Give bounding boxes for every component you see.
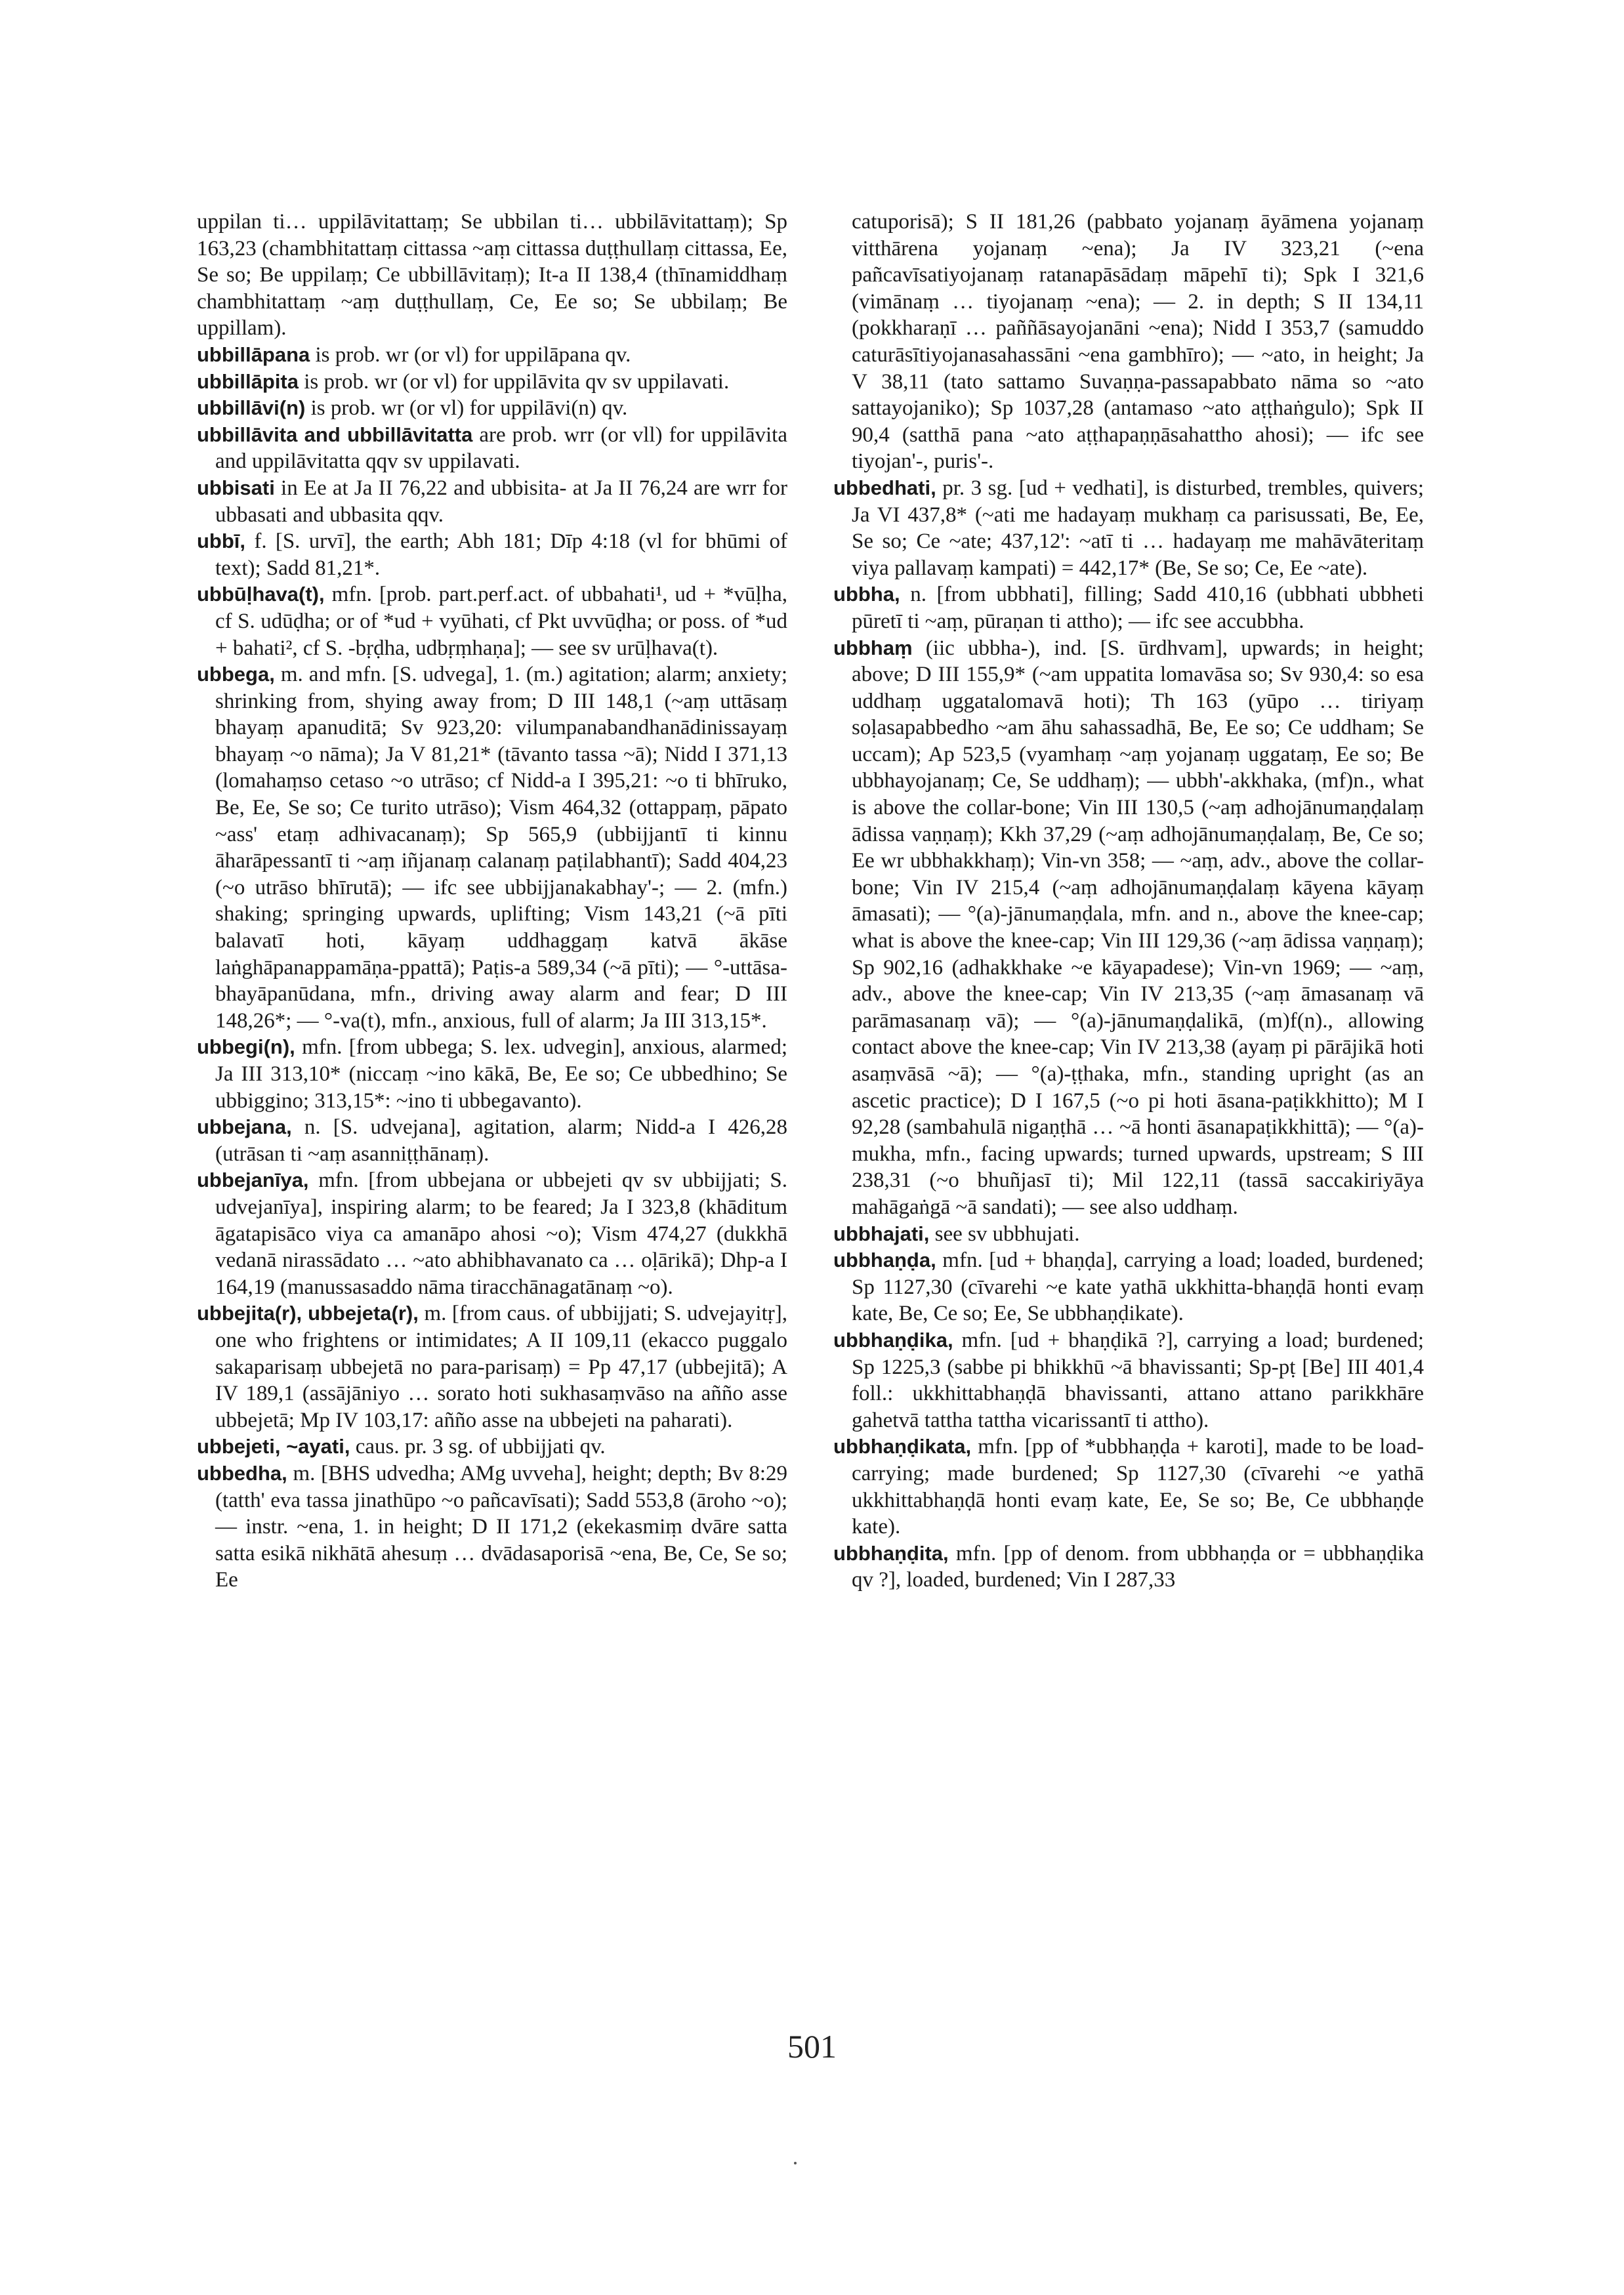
- dictionary-entry: [833, 1434, 1424, 1540]
- dictionary-entry: [197, 209, 787, 342]
- dictionary-entry: [197, 661, 787, 1034]
- dictionary-entry: [833, 1540, 1424, 1594]
- headword: ubbegi(n),: [197, 1035, 295, 1059]
- dictionary-entry: [833, 1247, 1424, 1327]
- dictionary-entry: [197, 1460, 787, 1594]
- entry-text: in Ee at Ja II 76,22 and ubbisita- at Ja II 76,24 are wrr for ubbasati and ubbasita qqv.: [215, 476, 788, 527]
- headword: ubbisati: [197, 476, 275, 499]
- entry-text: is prob. wr (or vl) for uppilāpana qv.: [315, 342, 631, 367]
- entry-text: m. [from caus. of ubbijjati; S. udvejayitṛ], one who frightens or intimidates; A II 109,11 (ekacco puggalo sakaparisaṃ ubbejetā no para-parisaṃ) = Pp 47,17 (ubbejitā); A IV 189,1 (assājāniyo … sorato hoti sukhasaṃvāso na añño asse ubbejetā; Mp IV 103,17: añño asse na ubbejeti na paharati).: [215, 1302, 787, 1432]
- dictionary-entry: [197, 1167, 787, 1300]
- dictionary-entry: [833, 581, 1424, 634]
- headword: ubbejanīya,: [197, 1168, 309, 1192]
- entry-text: (iic ubbha-), ind. [S. ūrdhvam], upwards; in height; above; D III 155,9* (~am uppatita lomavāsa so; Sv 930,4: so esa uddhaṃ uggatalomavā hoti); Th 163 (yūpo … tiriyaṃ soḷasapabbedho ~am āhu sahassadhā, Be, Ee so; Ce uddham; Se uccam); Ap 523,5 (vyamhaṃ ~aṃ yojanaṃ uggataṃ, Ee so; Be ubbhayojanaṃ; Ce, Se uddhaṃ); — ubbh'-akkhaka, (mf)n., what is above the collar-bone; Vin III 130,5 (~aṃ adhojānumaṇḍalaṃ ādissa vaṇṇaṃ); Kkh 37,29 (~aṃ adhojānumaṇḍalaṃ, Be, Ce so; Ee wr ubbhakkhaṃ); Vin-vn 358; — ~aṃ, adv., above the collar-bone; Vin IV 215,4 (~aṃ adhojānumaṇḍalaṃ kāyena kāyaṃ āmasati); — °(a)-jānumaṇḍala, mfn. and n., above the knee-cap; what is above the knee-cap; Vin III 129,36 (~aṃ ādissa vaṇṇaṃ); Sp 902,16 (adhakkhake ~e kāyapadese); Vin-vn 1969; — ~aṃ, adv., above the knee-cap; Vin IV 213,35 (~aṃ āmasanaṃ vā parāmasanaṃ vā); — °(a)-jānumaṇḍalikā, (m)f(n)., allowing contact above the knee-cap; Vin IV 213,38 (ayaṃ pi pārājikā hoti asaṃvāsā ~ā); — °(a)-ṭṭhaka, mfn., standing upright (as an ascetic practice); D I 167,5 (~o pi hoti āsana-paṭikkhitto); M I 92,28 (sambahulā nigaṇṭhā … ~ā honti āsanapaṭikkhittā); — °(a)-mukha, mfn., facing upwards; turned upwards, upstream; S III 238,31 (~o bhuñjasī ti); Mil 122,11 (tassā saccakiriyāya mahāgaṅgā ~ā sandati); — see also uddhaṃ.: [852, 636, 1425, 1219]
- entry-text: mfn. [ud + bhaṇḍikā ?], carrying a load; burdened; Sp 1225,3 (sabbe pi bhikkhū ~ā bhavissanti; Sp-pṭ [Be] III 401,4 foll.: ukkhittabhaṇḍā bhavissanti, attano attano parikkhāre gahetvā tattha tattha vicarissantī ti attho).: [852, 1328, 1425, 1432]
- headword: ubbejita(r), ubbejeta(r),: [197, 1302, 419, 1325]
- entry-text: mfn. [from ubbega; S. lex. udvegin], anxious, alarmed; Ja III 313,10* (niccaṃ ~ino kākā, Be, Ee so; Ce ubbedhino; Se ubbiggino; 313,15*: ~ino ti ubbegavanto).: [215, 1035, 787, 1113]
- dictionary-entry: [197, 475, 787, 528]
- entry-text: is prob. wr (or vl) for uppilāvi(n) qv.: [310, 396, 628, 421]
- dictionary-entry: [197, 1034, 787, 1114]
- headword: ubbillāvita and ubbillāvitatta: [197, 423, 473, 446]
- headword: ubbhaṇḍika,: [833, 1328, 953, 1352]
- dictionary-entry: [833, 1327, 1424, 1434]
- entry-text: are prob. wrr (or vll) for uppilāvita and uppilāvitatta qqv sv uppilavati.: [215, 423, 788, 474]
- headword: ubbhaṃ: [833, 636, 913, 659]
- dictionary-entry: [197, 581, 787, 661]
- entry-text: uppilan ti… uppilāvitattaṃ; Se ubbilan ti… ubbilāvitattaṃ); Sp 163,23 (chambhitattaṃ cittassa ~aṃ cittassa duṭṭhullaṃ cittassa, Ee, Se so; Be uppilaṃ; Ce ubbillāvitaṃ); It-a II 138,4 (thīnamiddhaṃ chambhitattaṃ ~aṃ duṭṭhullaṃ, Ce, Ee so; Se ubbilaṃ; Be uppillam).: [197, 210, 787, 341]
- scan-speck: [794, 2162, 797, 2164]
- dictionary-entry: [197, 1114, 787, 1167]
- entry-text: f. [S. urvī], the earth; Abh 181; Dīp 4:18 (vl for bhūmi of text); Sadd 81,21*.: [215, 529, 788, 580]
- dictionary-entry: [833, 209, 1424, 475]
- headword: ubbedha,: [197, 1461, 287, 1485]
- dictionary-entry: [197, 528, 787, 581]
- left-column: [197, 209, 787, 1594]
- headword: ubbhajati,: [833, 1222, 930, 1245]
- entry-text: mfn. [pp of denom. from ubbhaṇḍa or = ubbhaṇḍika qv ?], loaded, burdened; Vin I 287,33: [852, 1541, 1424, 1592]
- right-column: [833, 209, 1424, 1594]
- headword: ubbūḷhava(t),: [197, 583, 325, 606]
- headword: ubbhaṇḍikata,: [833, 1435, 972, 1458]
- entry-text: see sv ubbhujati.: [934, 1222, 1080, 1246]
- entry-text: mfn. [ud + bhaṇḍa], carrying a load; loaded, burdened; Sp 1127,30 (cīvarehi ~e kate yathā ukkhitta-bhaṇḍā honti evaṃ kate, Be, Ce so; Ee, Se ubbhaṇḍikate).: [852, 1249, 1425, 1326]
- headword: ubbha,: [833, 583, 900, 606]
- headword: ubbega,: [197, 663, 275, 686]
- dictionary-entry: [833, 475, 1424, 581]
- entry-text: is prob. wr (or vl) for uppilāvita qv sv uppilavati.: [304, 369, 730, 394]
- headword: ubbillāvi(n): [197, 396, 306, 420]
- headword: ubbillāpana: [197, 342, 310, 366]
- dictionary-entry: [833, 635, 1424, 1221]
- headword: ubbī,: [197, 529, 246, 553]
- dictionary-entry: [197, 1300, 787, 1434]
- dictionary-entry: [197, 1434, 787, 1460]
- headword: ubbejana,: [197, 1115, 292, 1139]
- entry-text: mfn. [from ubbejana or ubbejeti qv sv ubbijjati; S. udvejanīya], inspiring alarm; to be feared; Ja I 323,8 (khāditum āgatapisāco viya ca amanāpo ahosi ~o); Vism 474,27 (dukkhā vedanā nirassādato … ~ato abhibhavanato ca … oḷārikā); Dhp-a I 164,19 (manussasaddo nāma tiracchānagatānaṃ ~o).: [215, 1168, 787, 1299]
- headword: ubbedhati,: [833, 476, 936, 499]
- headword: ubbejeti, ~ayati,: [197, 1435, 350, 1458]
- entry-text: mfn. [pp of *ubbhaṇḍa + karoti], made to be load-carrying; made burdened; Sp 1127,30 (cīvarehi ~e yathā ukkhittabhaṇḍā honti evaṃ kate, Ee, Se so; Be, Ce ubbhaṇḍe kate).: [852, 1435, 1425, 1539]
- dictionary-entry: [197, 369, 787, 396]
- entry-text: n. [from ubbhati], filling; Sadd 410,16 (ubbhati ubbheti pūretī ti ~aṃ, pūraṇan ti attho); — ifc see accubbha.: [852, 583, 1424, 633]
- entry-text: m. and mfn. [S. udvega], 1. (m.) agitation; alarm; anxiety; shrinking from, shying away from; D III 148,1 (~aṃ uttāsaṃ bhayaṃ apanuditā; Sv 923,20: vilumpanabandhanādinissayaṃ bhayaṃ ~o nāma); Ja V 81,21* (tāvanto tassa ~ā); Nidd I 371,13 (lomahaṃso cetaso ~o utrāso; cf Nidd-a I 395,21: ~o ti bhīruko, Be, Ee, Se so; Ce turito utrāso); Vism 464,32 (ottappaṃ, pāpato ~ass' etaṃ adhivacanaṃ); Sp 565,9 (ubbijjantī ti kinnu āharāpessantī ti ~aṃ iñjanaṃ calanaṃ paṭilabhantī); Sadd 404,23 (~o utrāso bhīrutā); — ifc see ubbijjanakabhay'-; — 2. (mfn.) shaking; springing upwards, uplifting; Vism 143,21 (~ā pīti balavatī hoti, kāyaṃ uddhaggaṃ katvā ākāse laṅghāpanappamāṇa-ppattā); Paṭis-a 589,34 (~ā pīti); — °-uttāsa-bhayāpanūdana, mfn., driving away alarm and fear; D III 148,26*; — °-va(t), mfn., anxious, full of alarm; Ja III 313,15*.: [215, 663, 787, 1033]
- headword: ubbhaṇḍa,: [833, 1249, 936, 1272]
- entry-text: catuporisā); S II 181,26 (pabbato yojanaṃ āyāmena yojanaṃ vitthārena yojanaṃ ~ena); Ja IV 323,21 (~ena pañcavīsatiyojanaṃ ratanapāsādaṃ māpehī ti); Spk I 321,6 (vimānaṃ … tiyojanaṃ ~ena); — 2. in depth; S II 134,11 (pokkharaṇī … paññāsayojanāni ~ena); Nidd I 353,7 (samuddo caturāsītiyojanasahassāni ~ena gambhīro); — ~ato, in height; Ja V 38,11 (tato sattamo Suvaṇṇa-passapabbato nāma so ~ato sattayojaniko); Sp 1037,28 (antamaso ~ato aṭṭhaṅgulo); Spk II 90,4 (satthā pana ~ato aṭṭhapaṇṇāsahattho ahosi); — ifc see tiyojan'-, puris'-.: [852, 210, 1424, 474]
- dictionary-entry: [197, 422, 787, 475]
- entry-text: caus. pr. 3 sg. of ubbijjati qv.: [355, 1435, 606, 1459]
- dictionary-entry: [197, 342, 787, 369]
- entry-text: m. [BHS udvedha; AMg uvveha], height; depth; Bv 8:29 (tatth' eva tassa jinathūpo ~o pañcavīsati); Sadd 553,8 (āroho ~o); — instr. ~ena, 1. in height; D II 171,2 (ekekasmiṃ dvāre satta satta esikā nikhātā ahesuṃ … dvādasaporisā ~ena, Be, Ce, Se so; Ee: [215, 1461, 787, 1592]
- dictionary-entry: [833, 1221, 1424, 1248]
- entry-text: mfn. [prob. part.perf.act. of ubbahati¹, ud + *vūḷha, cf S. udūḍha; or of *ud + vyūhati, cf Pkt uvvūḍha; or poss. of *ud + bahati², cf S. -bṛḍha, udbṛṃhaṇa]; — see sv urūḷhava(t).: [215, 583, 788, 660]
- entry-text: n. [S. udvejana], agitation, alarm; Nidd-a I 426,28 (utrāsan ti ~aṃ asanniṭṭhānaṃ).: [215, 1115, 787, 1166]
- headword: ubbillāpita: [197, 369, 299, 393]
- headword: ubbhaṇḍita,: [833, 1541, 949, 1565]
- entry-text: pr. 3 sg. [ud + vedhati], is disturbed, trembles, quivers; Ja VI 437,8* (~ati me hadayaṃ mukhaṃ ca parisussati, Be, Ee, Se so; Ce ~ate; 437,12': ~atī ti … hadayaṃ me mahāvāteritaṃ viya pallavaṃ kampati) = 442,17* (Be, Se so; Ce, Ee ~ate).: [852, 476, 1425, 580]
- page-number: 501: [787, 2028, 837, 2065]
- dictionary-entry: [197, 395, 787, 422]
